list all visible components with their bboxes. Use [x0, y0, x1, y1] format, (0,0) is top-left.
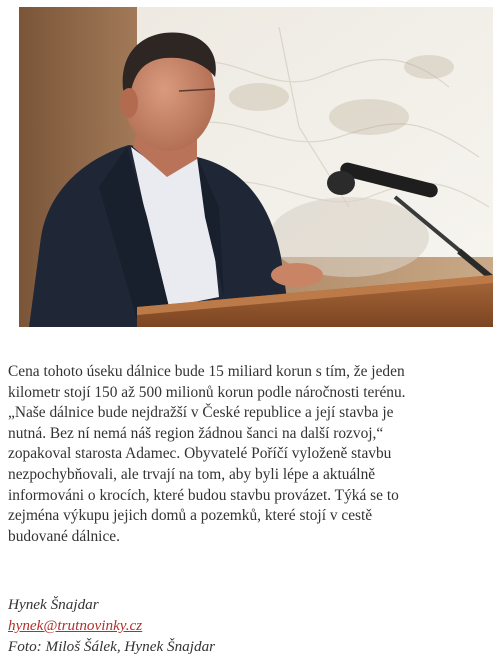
paragraph-line: Cena tohoto úseku dálnice bude 15 miliard korun s tím, že jeden [8, 363, 405, 380]
article-photo [19, 7, 493, 327]
author-email-link[interactable]: hynek@trutnovinky.cz [8, 617, 143, 634]
author-name: Hynek Šnajdar [8, 596, 99, 613]
speaker-at-podium-image [19, 7, 493, 327]
paragraph-line: kilometr stojí 150 až 500 milionů korun podle náročnosti terénu. [8, 383, 406, 401]
article-signature [8, 594, 488, 657]
article-paragraph [8, 362, 498, 547]
paragraph-line: informováni o krocích, které budou stavbu provázet. Týká se to [8, 486, 399, 504]
paragraph-line: zopakoval starosta Adamec. Obyvatelé Poříčí vyloženě stavbu [8, 445, 392, 463]
photo-credit: Foto: Miloš Šálek, Hynek Šnajdar [8, 638, 216, 655]
paragraph-line: „Naše dálnice bude nejdražší v České republice a její stavba je [8, 404, 394, 422]
paragraph-line: nezpochybňovali, ale trvají na tom, aby byli lépe a aktuálně [8, 465, 376, 483]
paragraph-line: nutná. Bez ní nemá náš region žádnou šanci na další rozvoj,“ [8, 424, 384, 442]
paragraph-line: zejména výkupu jejich domů a pozemků, které stojí v cestě [8, 507, 373, 525]
paragraph-line: budované dálnice. [8, 527, 120, 545]
